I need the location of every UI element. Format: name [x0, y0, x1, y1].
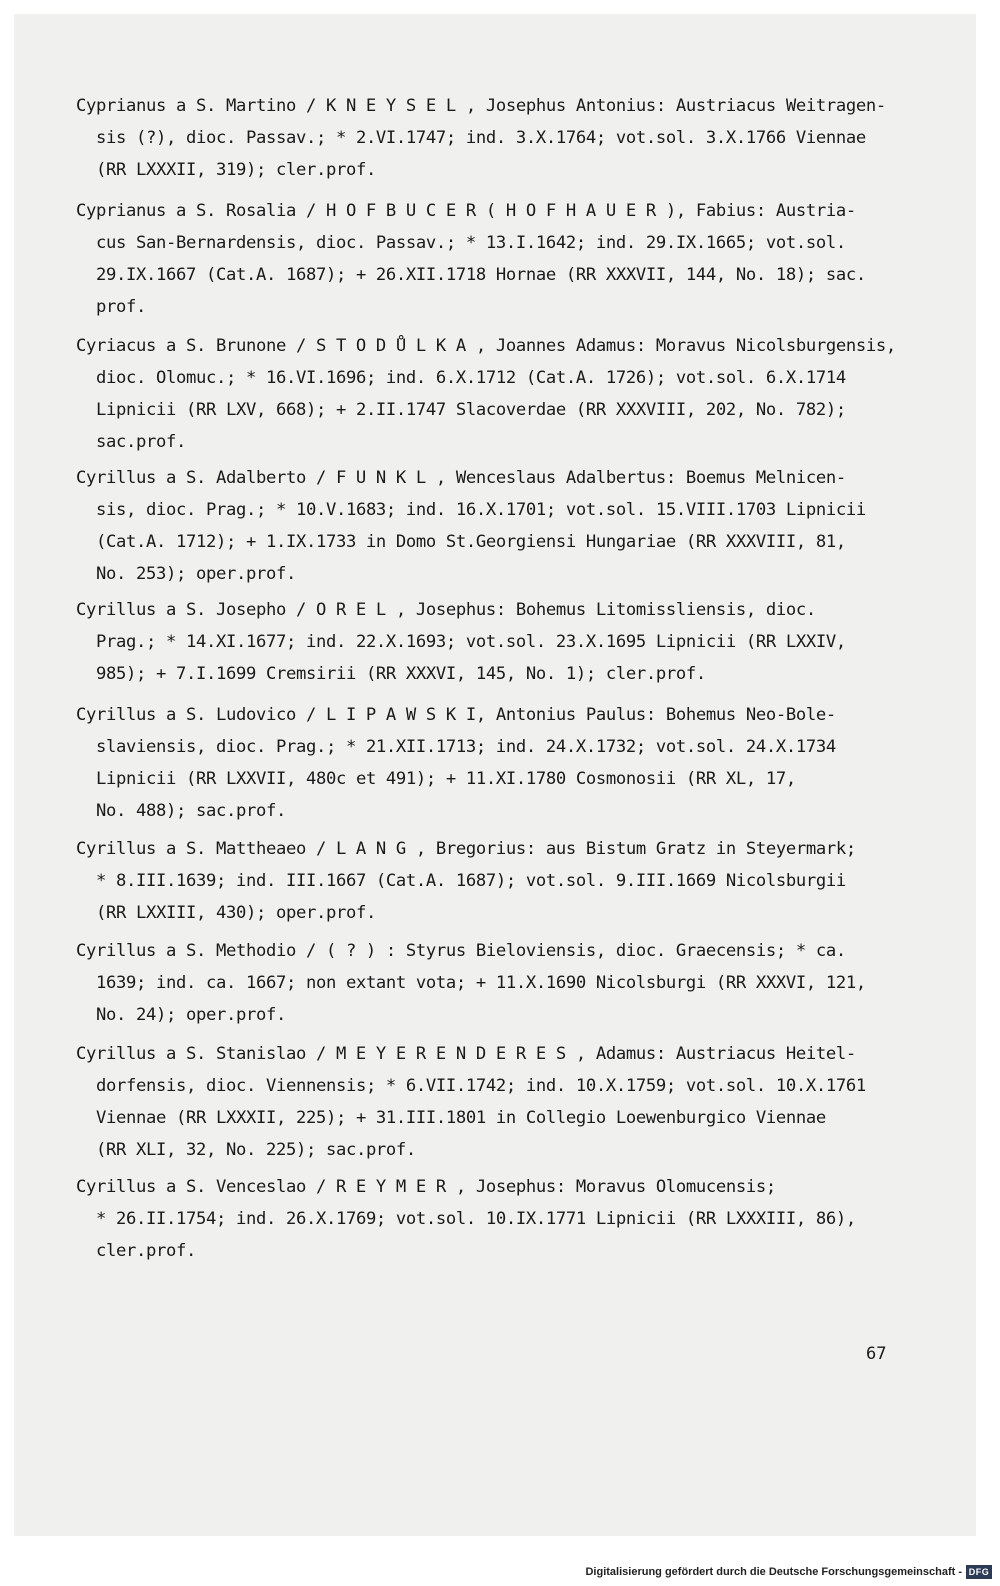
- list-item: [76, 594, 936, 690]
- entry-line: Cyprianus a S. Rosalia / H O F B U C E R ( H O F H A U E R ), Fabius: Austria-: [76, 201, 856, 221]
- entry-line: Cyrillus a S. Josepho / O R E L , Josephus: Bohemus Litomissliensis, dioc.: [76, 600, 816, 620]
- entry-line: cler.prof.: [96, 1241, 196, 1261]
- entry-line: (RR LXXIII, 430); oper.prof.: [96, 903, 376, 923]
- list-item: [76, 699, 936, 827]
- page-number: 67: [866, 1344, 887, 1364]
- entry-line: dorfensis, dioc. Viennensis; * 6.VII.1742; ind. 10.X.1759; vot.sol. 10.X.1761: [96, 1076, 866, 1096]
- entry-line: sis, dioc. Prag.; * 10.V.1683; ind. 16.X.1701; vot.sol. 15.VIII.1703 Lipnicii: [96, 500, 866, 520]
- list-item: [76, 1038, 936, 1166]
- entry-line: No. 253); oper.prof.: [96, 564, 296, 584]
- entry-line: No. 24); oper.prof.: [96, 1005, 286, 1025]
- entry-line: Viennae (RR LXXXII, 225); + 31.III.1801 in Collegio Loewenburgico Viennae: [96, 1108, 826, 1128]
- entry-line: * 8.III.1639; ind. III.1667 (Cat.A. 1687); vot.sol. 9.III.1669 Nicolsburgii: [96, 871, 846, 891]
- entry-line: Lipnicii (RR LXV, 668); + 2.II.1747 Slacoverdae (RR XXXVIII, 202, No. 782);: [96, 400, 846, 420]
- entry-line: Cyrillus a S. Adalberto / F U N K L , Wenceslaus Adalbertus: Boemus Melnicen-: [76, 468, 846, 488]
- entry-line: Prag.; * 14.XI.1677; ind. 22.X.1693; vot.sol. 23.X.1695 Lipnicii (RR LXXIV,: [96, 632, 846, 652]
- list-item: [76, 330, 936, 458]
- entry-line: Cyrillus a S. Ludovico / L I P A W S K I, Antonius Paulus: Bohemus Neo-Bole-: [76, 705, 836, 725]
- entry-line: 1639; ind. ca. 1667; non extant vota; + 11.X.1690 Nicolsburgi (RR XXXVI, 121,: [96, 973, 866, 993]
- footer-text: Digitalisierung gefördert durch die Deutsche Forschungsgemeinschaft -: [585, 1566, 962, 1578]
- entry-line: cus San-Bernardensis, dioc. Passav.; * 13.I.1642; ind. 29.IX.1665; vot.sol.: [96, 233, 846, 253]
- entry-line: 29.IX.1667 (Cat.A. 1687); + 26.XII.1718 Hornae (RR XXXVII, 144, No. 18); sac.: [96, 265, 866, 285]
- entry-line: sis (?), dioc. Passav.; * 2.VI.1747; ind. 3.X.1764; vot.sol. 3.X.1766 Viennae: [96, 128, 866, 148]
- entry-line: * 26.II.1754; ind. 26.X.1769; vot.sol. 10.IX.1771 Lipnicii (RR LXXXIII, 86),: [96, 1209, 856, 1229]
- entry-line: (RR XLI, 32, No. 225); sac.prof.: [96, 1140, 416, 1160]
- list-item: [76, 935, 936, 1031]
- list-item: [76, 1171, 936, 1267]
- digitization-footer: [585, 1562, 992, 1582]
- entry-line: Cyrillus a S. Venceslao / R E Y M E R , Josephus: Moravus Olomucensis;: [76, 1177, 776, 1197]
- entry-line: prof.: [96, 297, 146, 317]
- entry-line: Lipnicii (RR LXXVII, 480c et 491); + 11.XI.1780 Cosmonosii (RR XL, 17,: [96, 769, 796, 789]
- entry-line: Cyrillus a S. Methodio / ( ? ) : Styrus Bieloviensis, dioc. Graecensis; * ca.: [76, 941, 846, 961]
- list-item: [76, 833, 936, 929]
- entry-line: Cyrillus a S. Stanislao / M E Y E R E N D E R E S , Adamus: Austriacus Heitel-: [76, 1044, 856, 1064]
- entry-line: (Cat.A. 1712); + 1.IX.1733 in Domo St.Georgiensi Hungariae (RR XXXVIII, 81,: [96, 532, 846, 552]
- entry-line: slaviensis, dioc. Prag.; * 21.XII.1713; ind. 24.X.1732; vot.sol. 24.X.1734: [96, 737, 836, 757]
- entry-line: Cyrillus a S. Mattheaeo / L A N G , Bregorius: aus Bistum Gratz in Steyermark;: [76, 839, 856, 859]
- dfg-logo-icon: DFG: [966, 1565, 992, 1579]
- entry-line: Cyriacus a S. Brunone / S T O D Ů L K A , Joannes Adamus: Moravus Nicolsburgensis,: [76, 336, 896, 356]
- entry-line: 985); + 7.I.1699 Cremsirii (RR XXXVI, 145, No. 1); cler.prof.: [96, 664, 706, 684]
- entry-line: (RR LXXXII, 319); cler.prof.: [96, 160, 376, 180]
- entry-line: Cyprianus a S. Martino / K N E Y S E L , Josephus Antonius: Austriacus Weitragen-: [76, 96, 886, 116]
- list-item: [76, 90, 936, 186]
- list-item: [76, 462, 936, 590]
- entry-line: No. 488); sac.prof.: [96, 801, 286, 821]
- entry-line: sac.prof.: [96, 432, 186, 452]
- list-item: [76, 195, 936, 323]
- entry-line: dioc. Olomuc.; * 16.VI.1696; ind. 6.X.1712 (Cat.A. 1726); vot.sol. 6.X.1714: [96, 368, 846, 388]
